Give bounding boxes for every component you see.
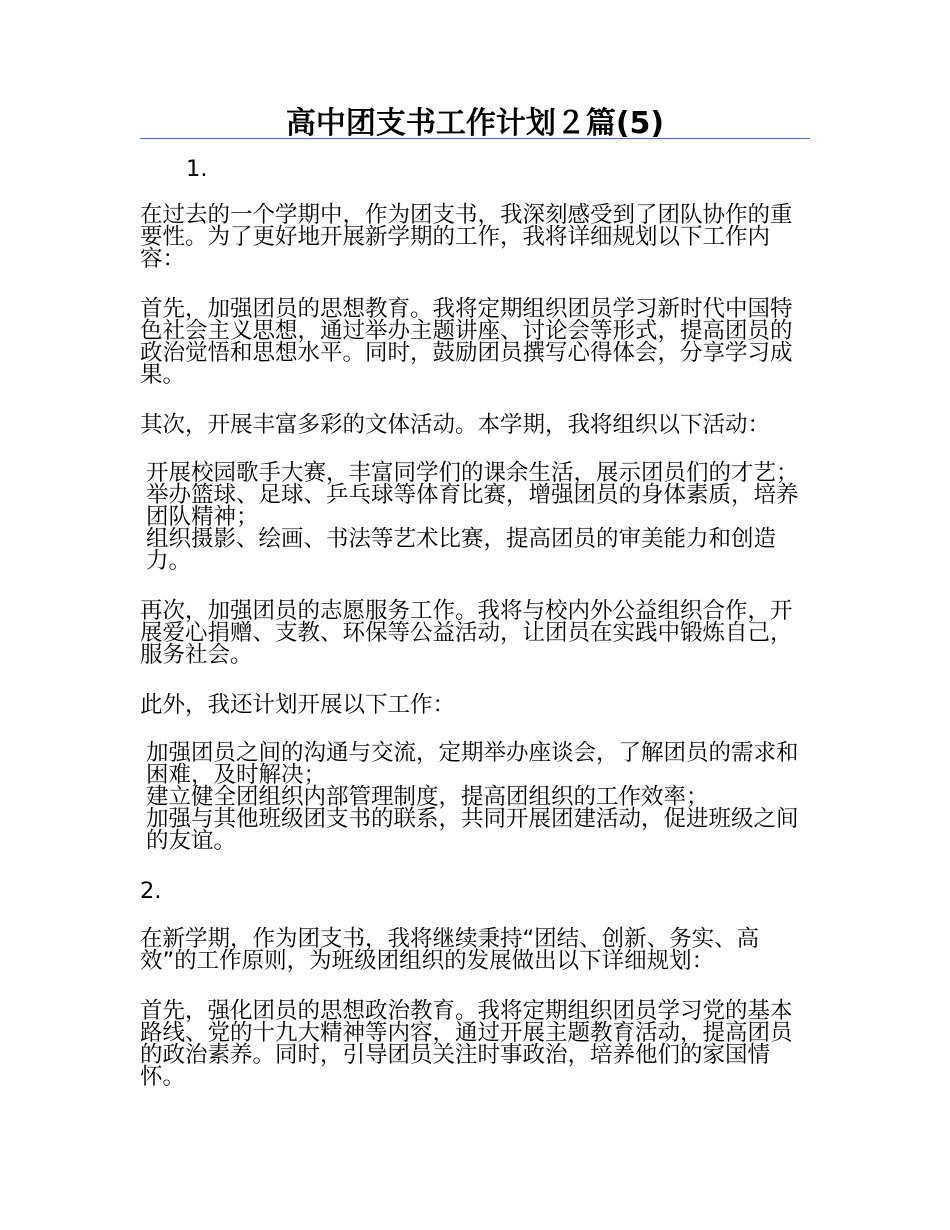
work-list <box>140 742 810 852</box>
section2-paragraph-1: 首先，强化团员的思想政治教育。我将定期组织团员学习党的基本路线、党的十九大精神等内容，通过开展主题教育活动，提高团员的政治素养。同时，引导团员关注时事政治，培养他们的家国情怀。 <box>140 998 793 1090</box>
list-item: 加强团员之间的沟通与交流，定期举办座谈会，了解团员的需求和困难，及时解决； <box>146 740 799 788</box>
section1-paragraph-4: 此外，我还计划开展以下工作： <box>140 692 456 718</box>
section-number-2: 2. <box>140 878 162 904</box>
activity-list <box>140 462 810 572</box>
list-item: 组织摄影、绘画、书法等艺术比赛，提高团员的审美能力和创造力。 <box>146 526 777 574</box>
section1-paragraph-1: 首先，加强团员的思想教育。我将定期组织团员学习新时代中国特色社会主义思想，通过举办主题讲座、讨论会等形式，提高团员的政治觉悟和思想水平。同时，鼓励团员撰写心得体会，分享学习成果。 <box>140 296 793 388</box>
list-item: 加强与其他班级团支书的联系，共同开展团建活动，促进班级之间的友谊。 <box>146 806 799 854</box>
section1-intro: 在过去的一个学期中，作为团支书，我深刻感受到了团队协作的重要性。为了更好地开展新学期的工作，我将详细规划以下工作内容： <box>140 202 793 272</box>
list-item: 建立健全团组织内部管理制度，提高团组织的工作效率； <box>146 784 709 810</box>
section2-intro: 在新学期，作为团支书，我将继续秉持“团结、创新、务实、高效”的工作原则，为班级团组织的发展做出以下详细规划： <box>140 926 760 974</box>
list-item: 开展校园歌手大赛，丰富同学们的课余生活，展示团员们的才艺； <box>146 460 799 486</box>
list-item: 举办篮球、足球、乒乓球等体育比赛，增强团员的身体素质，培养团队精神； <box>146 482 799 530</box>
title-underline <box>140 138 810 139</box>
document-body <box>140 158 810 1116</box>
section-number-1: 1. <box>186 156 208 182</box>
document-title: 高中团支书工作计划２篇(5) <box>285 106 665 141</box>
section1-paragraph-2: 其次，开展丰富多彩的文体活动。本学期，我将组织以下活动： <box>140 412 771 438</box>
section1-paragraph-3: 再次，加强团员的志愿服务工作。我将与校内外公益组织合作，开展爱心捐赠、支教、环保等公益活动，让团员在实践中锻炼自己，服务社会。 <box>140 598 793 668</box>
